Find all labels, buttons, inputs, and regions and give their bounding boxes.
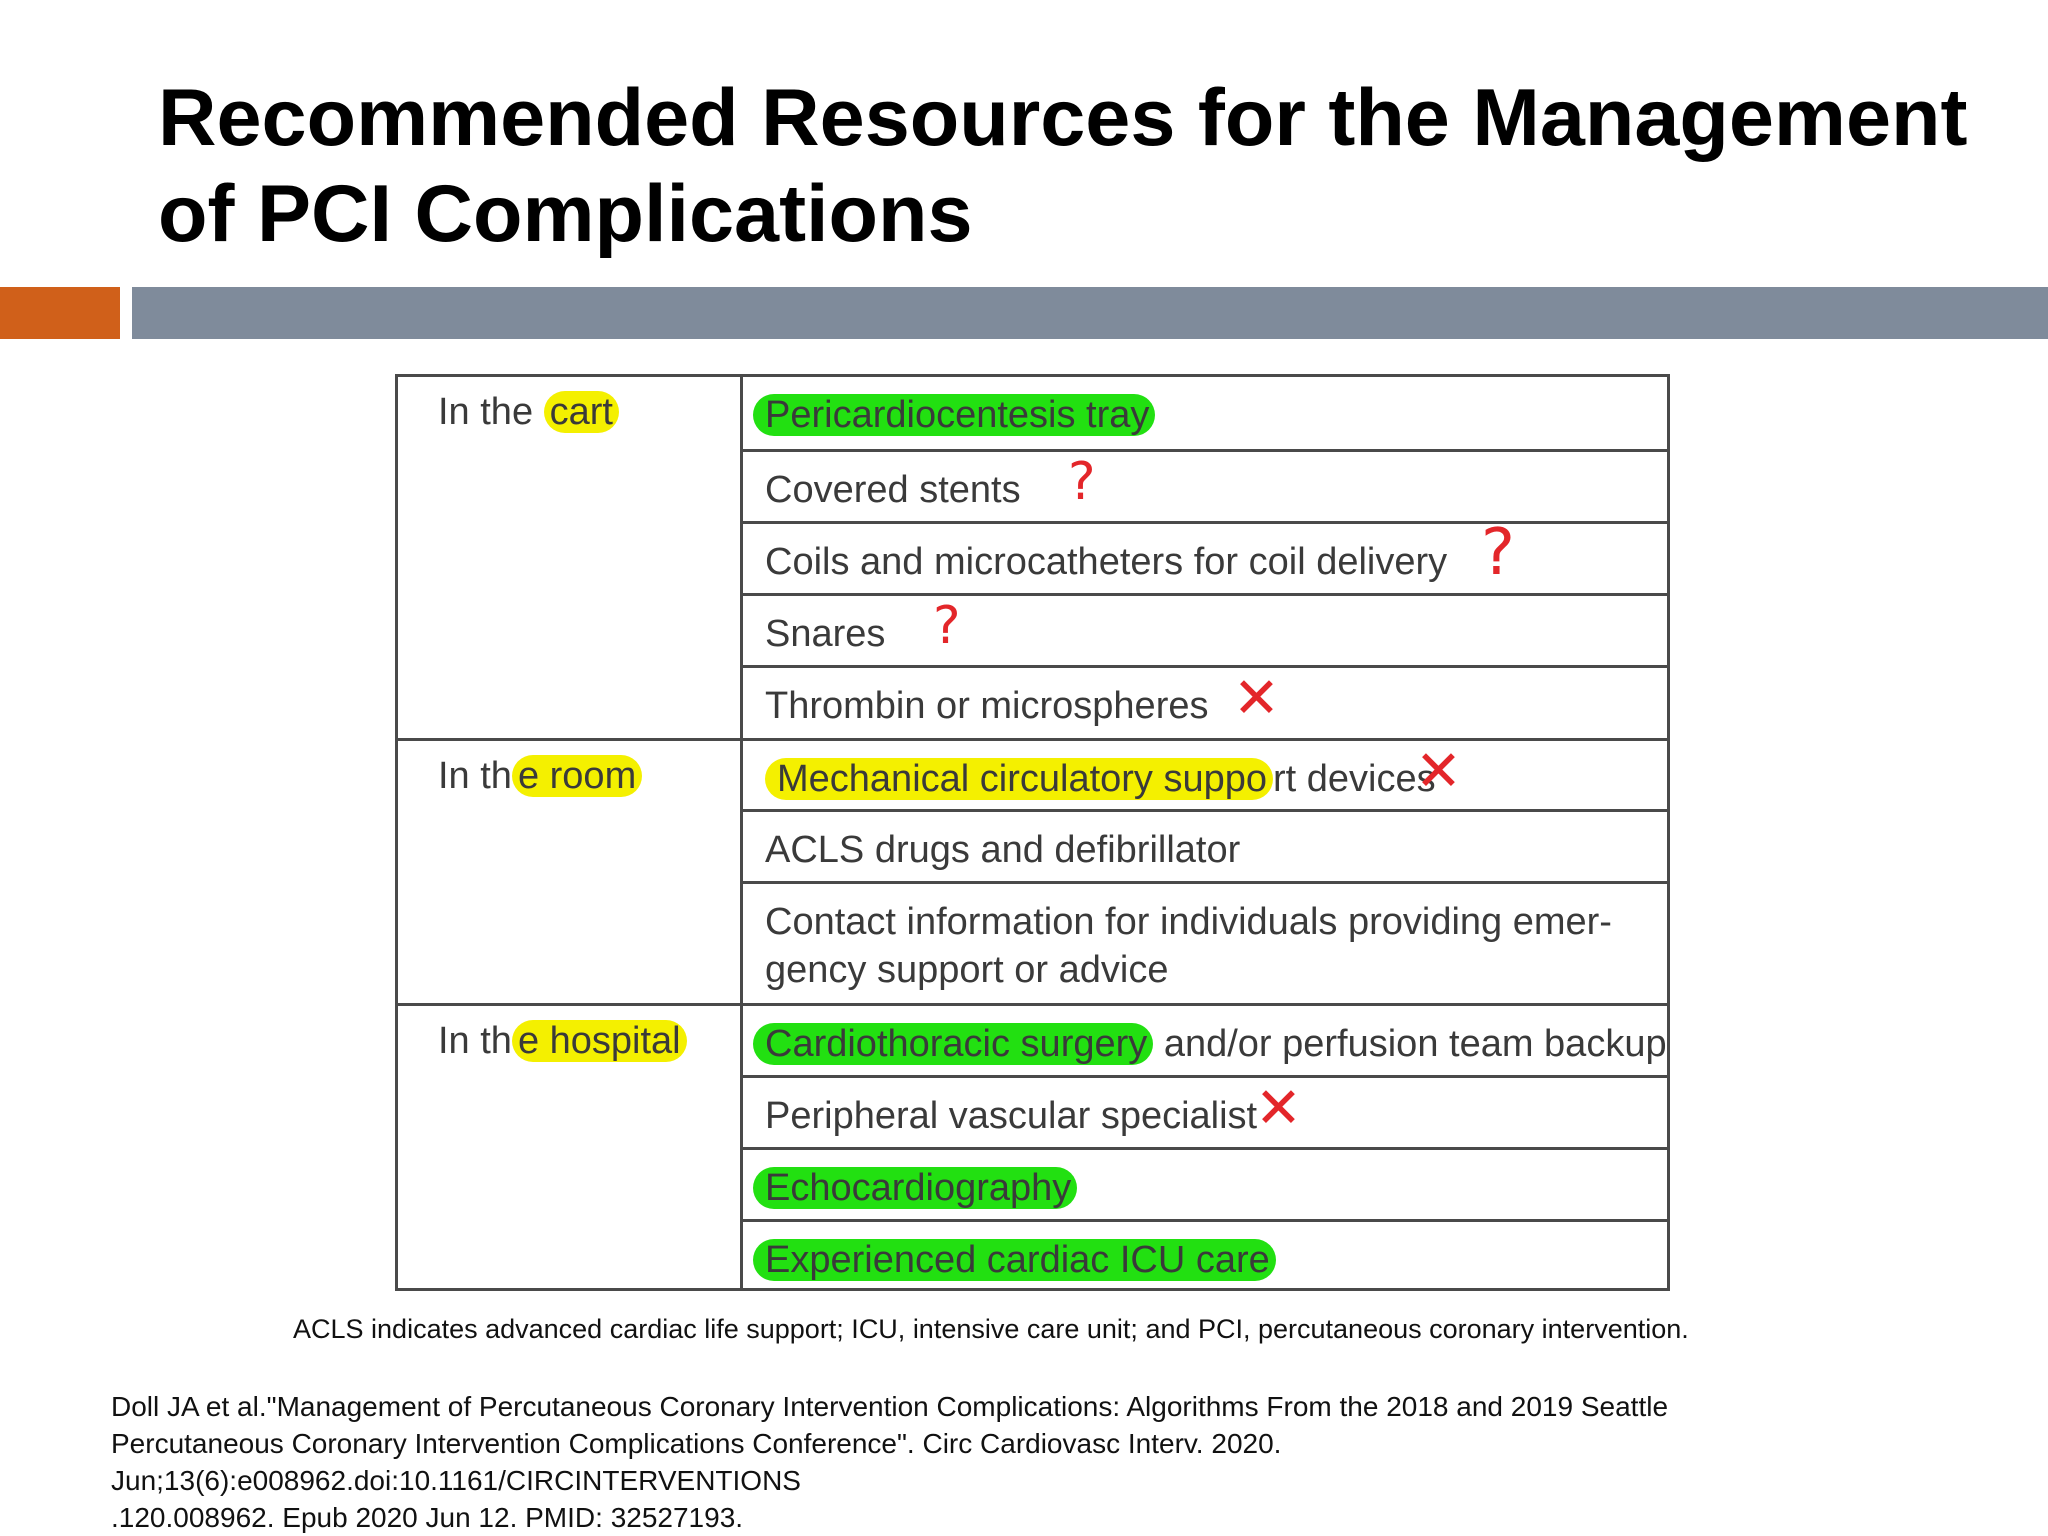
highlight-cart: cart bbox=[544, 391, 619, 433]
citation-line: Percutaneous Coronary Intervention Complications Conference". Circ Cardiovasc Interv. 2020. bbox=[111, 1428, 1282, 1459]
group-label: In th e room bbox=[438, 755, 642, 798]
group-in-the-hospital bbox=[398, 1006, 1667, 1288]
citation-line: .120.008962. Epub 2020 Jun 12. PMID: 32527193. bbox=[111, 1502, 744, 1533]
row-text: ACLS drugs and defibrillator bbox=[765, 829, 1241, 871]
row-text: Mechanical circulatory suppo rt devices bbox=[753, 758, 1436, 800]
question-mark-annotation: ? bbox=[1481, 516, 1515, 590]
row-text: Coils and microcatheters for coil delivery bbox=[765, 541, 1448, 583]
title-accent-bar bbox=[0, 287, 120, 339]
table-row bbox=[743, 1006, 1667, 1075]
citation-line: Doll JA et al."Management of Percutaneous Coronary Intervention Complications: Algorithms From the 2018 and 2019 Seattle bbox=[111, 1391, 1669, 1422]
row-text: Snares bbox=[765, 613, 886, 655]
table-row bbox=[743, 452, 1667, 521]
row-text: Pericardiocentesis tray bbox=[753, 394, 1155, 436]
table-row bbox=[743, 1078, 1667, 1147]
table-footnote: ACLS indicates advanced cardiac life support; ICU, intensive care unit; and PCI, percutaneous coronary intervention. bbox=[293, 1314, 1689, 1344]
group-label: In th e hospital bbox=[438, 1020, 687, 1063]
cross-mark-annotation: ✕ bbox=[1255, 1076, 1302, 1141]
row-text: Experienced cardiac ICU care bbox=[753, 1239, 1276, 1281]
question-mark-annotation: ? bbox=[933, 596, 961, 656]
table-row bbox=[743, 1222, 1667, 1288]
row-text: Contact information for individuals providing emer- gency support or advice bbox=[765, 901, 1612, 991]
group-in-the-cart bbox=[398, 377, 1667, 738]
table-row bbox=[743, 741, 1667, 809]
row-text: Covered stents bbox=[765, 469, 1021, 511]
title-divider-bar bbox=[132, 287, 2048, 339]
highlight-room: e room bbox=[512, 755, 642, 797]
table-row bbox=[743, 596, 1667, 665]
table-row bbox=[743, 516, 1667, 593]
table-row bbox=[743, 668, 1667, 738]
citation bbox=[111, 1388, 1991, 1536]
question-mark-annotation: ? bbox=[1068, 452, 1096, 512]
table-row bbox=[743, 812, 1667, 881]
highlight-cardiothoracic-surgery: Cardiothoracic surgery bbox=[753, 1023, 1153, 1065]
slide-title: Recommended Resources for the Management of PCI Complications bbox=[158, 73, 1968, 259]
resources-table bbox=[395, 374, 1670, 1291]
highlight-mechanical-support: Mechanical circulatory suppo bbox=[765, 758, 1273, 800]
table-row bbox=[743, 1150, 1667, 1219]
group-label: In the cart bbox=[438, 391, 619, 434]
row-text: Thrombin or microspheres bbox=[765, 685, 1209, 727]
group-in-the-room bbox=[398, 741, 1667, 1003]
row-text: Cardiothoracic surgery and/or perfusion team backup bbox=[753, 1020, 1667, 1068]
table-row bbox=[743, 377, 1667, 449]
row-text: Peripheral vascular specialist bbox=[765, 1095, 1258, 1137]
cross-mark-annotation: ✕ bbox=[1233, 666, 1280, 731]
highlight-hospital: e hospital bbox=[512, 1020, 687, 1062]
table-row bbox=[743, 884, 1667, 1003]
row-text: Echocardiography bbox=[753, 1167, 1077, 1209]
cross-mark-annotation: ✕ bbox=[1415, 739, 1462, 804]
citation-line: Jun;13(6):e008962.doi:10.1161/CIRCINTERVENTIONS bbox=[111, 1465, 801, 1496]
